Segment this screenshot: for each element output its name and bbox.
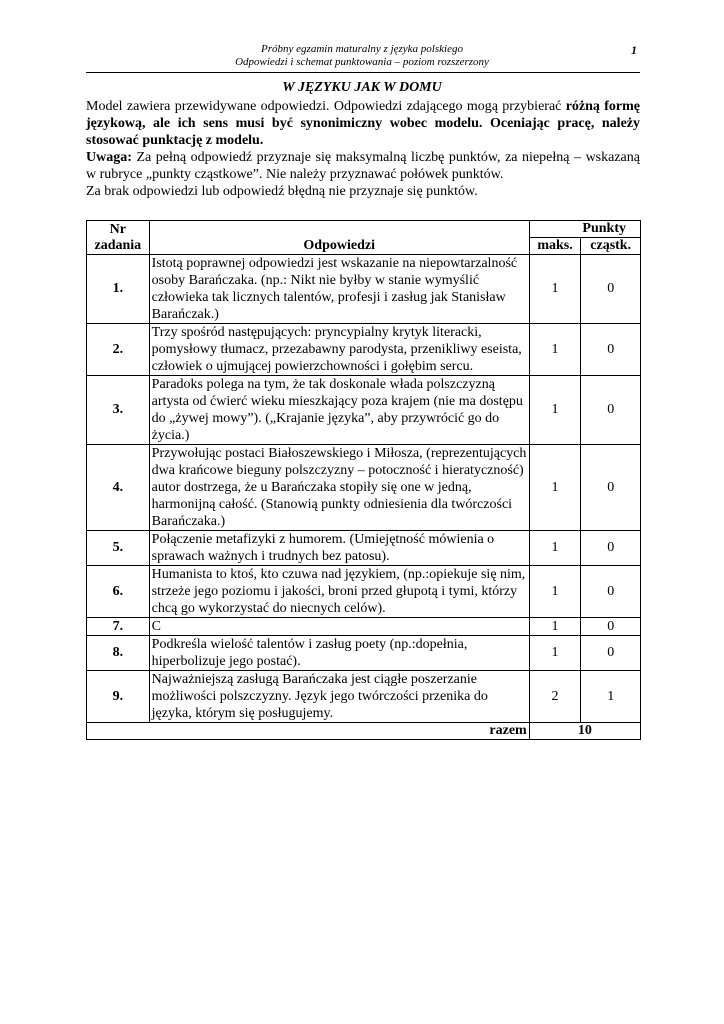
partial-points: 1 [581,671,641,723]
instruction-emphasis: różną formę językową, ale ich sens musi być synonimiczny wobec modelu. Oceniając pracę, należy stosować punktację z modelu. [86,99,640,148]
total-value: 10 [529,723,640,740]
table-row [87,376,641,445]
total-row [87,723,641,740]
task-number: 5. [87,531,150,566]
instruction-paragraph-3: Za brak odpowiedzi lub odpowiedź błędną nie przyznaje się punktów. [86,184,478,199]
partial-points: 0 [581,531,641,566]
max-points: 1 [529,376,581,445]
instruction-text: Model zawiera przewidywane odpowiedzi. Odpowiedzi zdającego mogą przybierać [86,99,566,114]
answer-table [86,220,641,740]
header-subtitle: Odpowiedzi i schemat punktowania – poziom rozszerzony [235,56,489,68]
partial-points: 0 [581,255,641,324]
max-points: 1 [529,255,581,324]
task-number: 4. [87,445,150,531]
partial-points: 0 [581,566,641,618]
max-points: 1 [529,445,581,531]
task-number: 3. [87,376,150,445]
task-answer: Humanista to ktoś, kto czuwa nad językiem, (np.:opiekuje się nim, strzeże jego poziomu i jakości, broni przed głupotą i tymi, którzy chcą go wykorzystać do niecnych celów). [149,566,529,618]
header-points: Punkty [529,221,640,238]
table-row [87,566,641,618]
table-row [87,671,641,723]
note-text: Za pełną odpowiedź przyznaje się maksymalną liczbę punktów, za niepełną – wskazaną w rubryce „punkty cząstkowe”. Nie należy przyznawać połówek punktów. [86,150,640,182]
header-max: maks. [529,238,581,255]
instruction-paragraph-1 [86,98,640,149]
task-number: 9. [87,671,150,723]
table-row [87,445,641,531]
page-header [0,43,724,69]
task-number: 7. [87,618,150,636]
partial-points: 0 [581,324,641,376]
task-number: 8. [87,636,150,671]
table-row [87,531,641,566]
task-answer: Paradoks polega na tym, że tak doskonale włada polszczyzną artysta od ćwierć wieku mieszkający poza krajem (nie ma dostępu do „żywej mowy”). („Krajanie języka”, aby przywrócić go do życia.) [149,376,529,445]
header-answers: Odpowiedzi [149,221,529,255]
note-label: Uwaga: [86,150,132,165]
header-divider [86,72,640,73]
partial-points: 0 [581,445,641,531]
task-answer: Podkreśla wielość talentów i zasług poety (np.:dopełnia, hiperbolizuje jego postać). [149,636,529,671]
task-number: 2. [87,324,150,376]
task-number: 1. [87,255,150,324]
partial-points: 0 [581,376,641,445]
max-points: 1 [529,566,581,618]
task-answer: C [149,618,529,636]
max-points: 1 [529,618,581,636]
table-row [87,618,641,636]
max-points: 1 [529,531,581,566]
header-partial: cząstk. [581,238,641,255]
task-answer: Trzy spośród następujących: pryncypialny krytyk literacki, pomysłowy tłumacz, przezabawny parodysta, przenikliwy eseista, człowiek o ujmującej powierzchowności i gołębim sercu. [149,324,529,376]
task-answer: Połączenie metafizyki z humorem. (Umiejętność mówienia o sprawach ważnych i trudnych bez patosu). [149,531,529,566]
total-label: razem [87,723,530,740]
header-exam-title: Próbny egzamin maturalny z języka polskiego [261,43,463,55]
partial-points: 0 [581,618,641,636]
instruction-paragraph-2 [86,149,640,183]
max-points: 1 [529,636,581,671]
table-row [87,636,641,671]
header-zadania: zadania [94,237,142,253]
partial-points: 0 [581,636,641,671]
task-answer: Przywołując postaci Białoszewskiego i Miłosza, (reprezentujących dwa krańcowe bieguny polszczyzny – potoczność i hieratyczność) autor dostrzega, że u Barańczaka stopiły się one w jedną, harmonijną całość. (Stanowią punkty odniesienia dla twórczości Barańczaka.) [149,445,529,531]
page-number: 1 [631,43,637,57]
header-task-number [87,221,150,255]
header-nr: Nr [109,221,126,237]
table-row [87,255,641,324]
table-row [87,324,641,376]
task-answer: Najważniejszą zasługą Barańczaka jest ciągłe poszerzanie możliwości polszczyzny. Język jego twórczości przenika do języka, którym się posługujemy. [149,671,529,723]
max-points: 2 [529,671,581,723]
max-points: 1 [529,324,581,376]
task-answer: Istotą poprawnej odpowiedzi jest wskazanie na niepowtarzalność osoby Barańczaka. (np.: Nikt nie byłby w stanie wymyślić człowieka tak licznych talentów, profesji i zasług jak Stanisław Barańczak.) [149,255,529,324]
page-title: W JĘZYKU JAK W DOMU [282,80,442,95]
instructions [86,98,640,200]
task-number: 6. [87,566,150,618]
